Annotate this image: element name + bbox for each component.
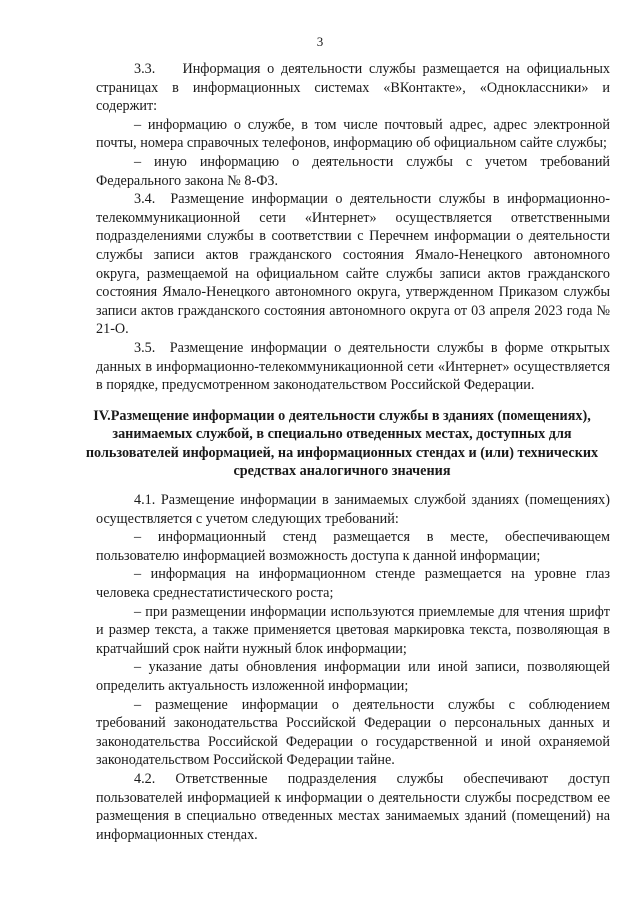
list-item: – при размещении информации используются приемлемые для чтения шрифт и размер текста, а также применяется цветовая маркировка текста, позволяющая в кратчайший срок найти нужный блок информации; — [96, 603, 610, 657]
paragraph-3-4: 3.4. Размещение информации о деятельности службы в информационно-телекоммуникационной сети «Интернет» осуществляется ответственными подразделениями службы в соответствии с Перечнем информации о деятельности службы записи актов гражданского состояния Ямало-Ненецкого автономного округа, размещаемой на официальном сайте службы записи актов гражданского состояния Ямало-Ненецкого автономного округа, утвержденном Приказом службы записи актов гражданского состояния автономного округа от 03 апреля 2023 года № 21-О. — [96, 191, 610, 338]
section-heading-iv: IV.Размещение информации о деятельности службы в зданиях (помещениях), занимаемых службой, в специально отведенных местах, доступных для пользователей информацией, на информационных стендах и (или) технических средствах аналогичного значения — [85, 407, 599, 480]
paragraph-3-3: 3.3. Информация о деятельности службы размещается на официальных страницах в информационных системах «ВКонтакте», «Одноклассники» и содержит: — [96, 61, 610, 115]
list-item: – иную информацию о деятельности службы с учетом требований Федерального закона № 8-ФЗ. — [96, 153, 610, 189]
list-item: – указание даты обновления информации или иной записи, позволяющей определить актуальность изложенной информации; — [96, 659, 610, 694]
list-item: – размещение информации о деятельности службы с соблюдением требований законодательства Российской Федерации о персональных данных и законодательства Российской Федерации о государственной и иной охраняемой законодательством Российской Федерации тайне. — [96, 696, 610, 769]
list-item: – информационный стенд размещается в месте, обеспечивающем пользователю информацией возможность доступа к данной информации; — [96, 529, 610, 564]
page-number: 3 — [316, 34, 324, 49]
paragraph-4-1: 4.1. Размещение информации в занимаемых службой зданиях (помещениях) осуществляется с учетом следующих требований: — [96, 492, 610, 527]
paragraph-4-2: 4.2. Ответственные подразделения службы обеспечивают доступ пользователей информацией к информации о деятельности службы посредством ее размещения в специально отведенных местах занимаемых зданий (помещений) на информационных стендах. — [96, 770, 610, 843]
document-body — [85, 60, 610, 844]
list-item: – информацию о службе, в том числе почтовый адрес, адрес электронной почты, номера справочных телефонов, информацию об официальном сайте службы; — [96, 116, 610, 152]
list-item: – информация на информационном стенде размещается на уровне глаз человека среднестатистического роста; — [96, 566, 610, 602]
paragraph-3-5: 3.5. Размещение информации о деятельности службы в форме открытых данных в информационно-телекоммуникационной сети «Интернет» осуществляется в порядке, предусмотренном законодательством Российской Федерации. — [96, 339, 610, 394]
